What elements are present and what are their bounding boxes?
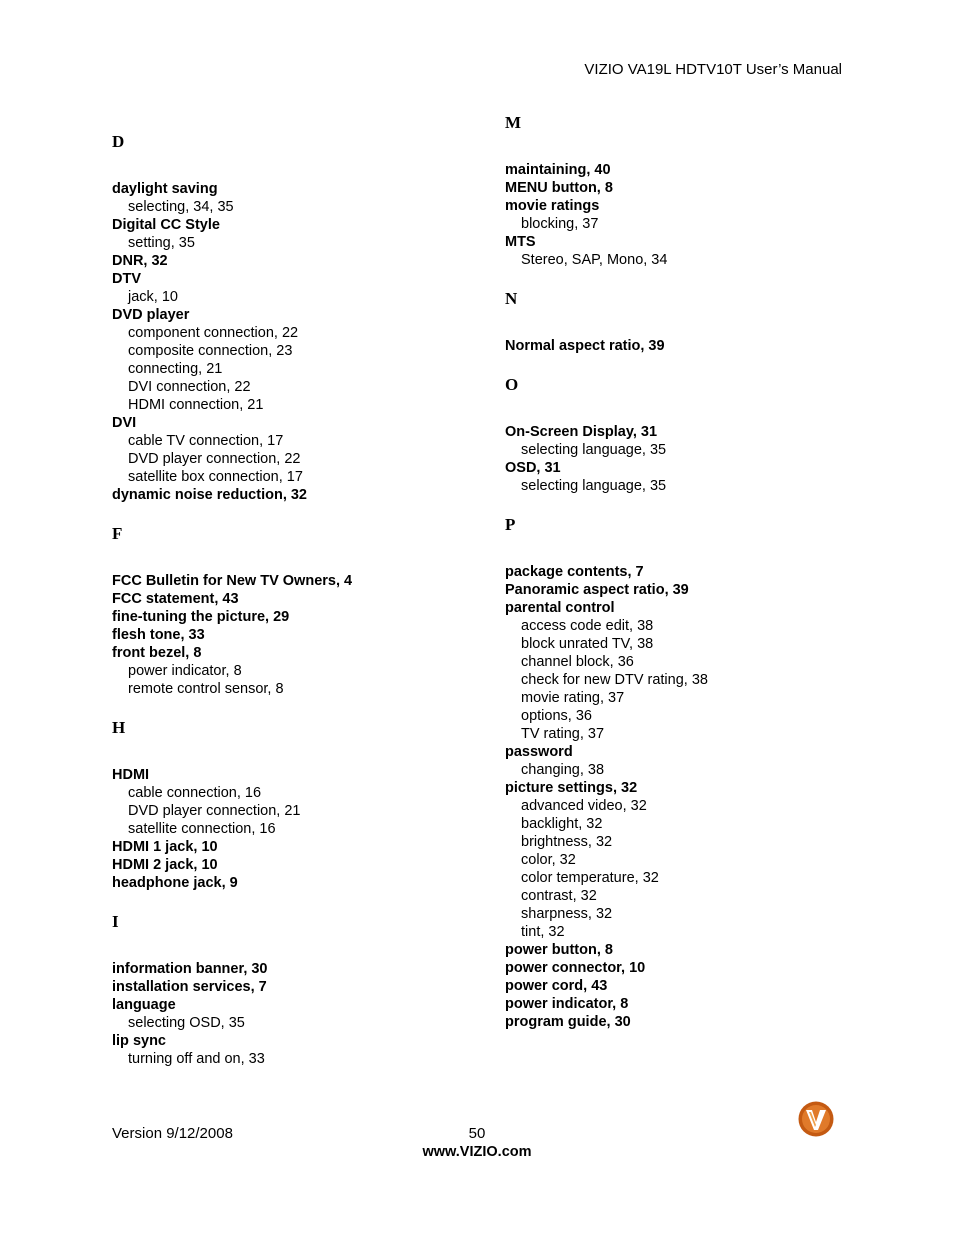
index-term: DVI <box>112 415 137 431</box>
vizio-logo-icon <box>797 1100 835 1138</box>
index-subentry: DVI connection, 22 <box>128 379 251 395</box>
index-term: HDMI 1 jack, 10 <box>112 839 218 855</box>
index-subentry: brightness, 32 <box>521 834 613 850</box>
index-subentry: HDMI connection, 21 <box>128 397 264 413</box>
index-subentry: access code edit, 38 <box>521 618 654 634</box>
section-letter: I <box>112 912 119 931</box>
index-subentry: color temperature, 32 <box>521 870 659 886</box>
section-letter: H <box>112 718 126 737</box>
index-subentry: selecting OSD, 35 <box>128 1015 245 1031</box>
index-subentry: satellite connection, 16 <box>128 821 276 837</box>
index-subentry: changing, 38 <box>521 762 605 778</box>
index-section-p <box>505 516 865 1031</box>
index-term: package contents, 7 <box>505 564 644 580</box>
index-term: DVD player <box>112 307 190 323</box>
index-term: power cord, 43 <box>505 978 608 994</box>
index-term: installation services, 7 <box>112 979 267 995</box>
index-subentry: connecting, 21 <box>128 361 223 377</box>
index-term: movie ratings <box>505 198 600 214</box>
index-term: daylight saving <box>112 181 218 197</box>
index-term: lip sync <box>112 1033 166 1049</box>
index-term: DTV <box>112 271 141 287</box>
index-term: FCC Bulletin for New TV Owners, 4 <box>112 573 353 589</box>
index-term: power button, 8 <box>505 942 613 958</box>
index-section-f <box>112 525 472 698</box>
section-letter: O <box>505 375 519 394</box>
index-subentry: selecting language, 35 <box>521 478 667 494</box>
index-term: front bezel, 8 <box>112 645 202 661</box>
index-subentry: check for new DTV rating, 38 <box>521 672 708 688</box>
index-subentry: selecting, 34, 35 <box>128 199 234 215</box>
section-letter: P <box>505 515 516 534</box>
index-section-i <box>112 913 472 1068</box>
index-subentry: movie rating, 37 <box>521 690 625 706</box>
index-subentry: TV rating, 37 <box>521 726 605 742</box>
index-subentry: color, 32 <box>521 852 576 868</box>
index-column-right <box>505 114 865 1052</box>
section-letter: D <box>112 132 125 151</box>
index-subentry: jack, 10 <box>128 289 178 305</box>
index-subentry: cable TV connection, 17 <box>128 433 284 449</box>
index-term: MENU button, 8 <box>505 180 613 196</box>
manual-title: VIZIO VA19L HDTV10T User’s Manual <box>584 61 842 78</box>
index-term: Normal aspect ratio, 39 <box>505 338 665 354</box>
index-term: power connector, 10 <box>505 960 646 976</box>
index-subentry: backlight, 32 <box>521 816 603 832</box>
index-subentry: power indicator, 8 <box>128 663 242 679</box>
section-letter: M <box>505 113 522 132</box>
index-subentry: selecting language, 35 <box>521 442 667 458</box>
index-subentry: channel block, 36 <box>521 654 634 670</box>
index-section-n <box>505 290 865 355</box>
index-term: DNR, 32 <box>112 253 168 269</box>
index-term: On-Screen Display, 31 <box>505 424 658 440</box>
index-term: password <box>505 744 573 760</box>
index-term: power indicator, 8 <box>505 996 629 1012</box>
index-subentry: contrast, 32 <box>521 888 597 904</box>
index-term: parental control <box>505 600 615 616</box>
index-term: FCC statement, 43 <box>112 591 239 607</box>
index-section-m <box>505 114 865 269</box>
index-term: headphone jack, 9 <box>112 875 238 891</box>
index-subentry: remote control sensor, 8 <box>128 681 284 697</box>
index-section-o <box>505 376 865 495</box>
index-term: language <box>112 997 176 1013</box>
index-term: picture settings, 32 <box>505 780 638 796</box>
index-subentry: options, 36 <box>521 708 592 724</box>
index-term: HDMI 2 jack, 10 <box>112 857 218 873</box>
index-term: Panoramic aspect ratio, 39 <box>505 582 689 598</box>
index-subentry: cable connection, 16 <box>128 785 262 801</box>
index-term: HDMI <box>112 767 150 783</box>
index-subentry: DVD player connection, 22 <box>128 451 301 467</box>
index-term: MTS <box>505 234 536 250</box>
index-term: maintaining, 40 <box>505 162 611 178</box>
index-subentry: block unrated TV, 38 <box>521 636 654 652</box>
index-subentry: DVD player connection, 21 <box>128 803 301 819</box>
index-section-h <box>112 719 472 892</box>
index-subentry: setting, 35 <box>128 235 195 251</box>
index-subentry: blocking, 37 <box>521 216 599 232</box>
index-subentry: tint, 32 <box>521 924 565 940</box>
index-term: program guide, 30 <box>505 1014 631 1030</box>
index-term: information banner, 30 <box>112 961 268 977</box>
index-term: fine-tuning the picture, 29 <box>112 609 290 625</box>
footer-page-number: 50 <box>468 1125 486 1142</box>
index-term: Digital CC Style <box>112 217 220 233</box>
index-column-left <box>112 133 472 1089</box>
footer-url: www.VIZIO.com <box>422 1144 532 1160</box>
index-subentry: satellite box connection, 17 <box>128 469 303 485</box>
index-term: OSD, 31 <box>505 460 561 476</box>
section-letter: N <box>505 289 518 308</box>
section-letter: F <box>112 524 123 543</box>
index-subentry: Stereo, SAP, Mono, 34 <box>521 252 668 268</box>
index-subentry: sharpness, 32 <box>521 906 613 922</box>
index-term: flesh tone, 33 <box>112 627 205 643</box>
index-subentry: component connection, 22 <box>128 325 299 341</box>
footer-version: Version 9/12/2008 <box>112 1125 233 1142</box>
index-subentry: advanced video, 32 <box>521 798 647 814</box>
index-subentry: turning off and on, 33 <box>128 1051 265 1067</box>
index-section-d <box>112 133 472 504</box>
index-term: dynamic noise reduction, 32 <box>112 487 307 503</box>
index-subentry: composite connection, 23 <box>128 343 293 359</box>
